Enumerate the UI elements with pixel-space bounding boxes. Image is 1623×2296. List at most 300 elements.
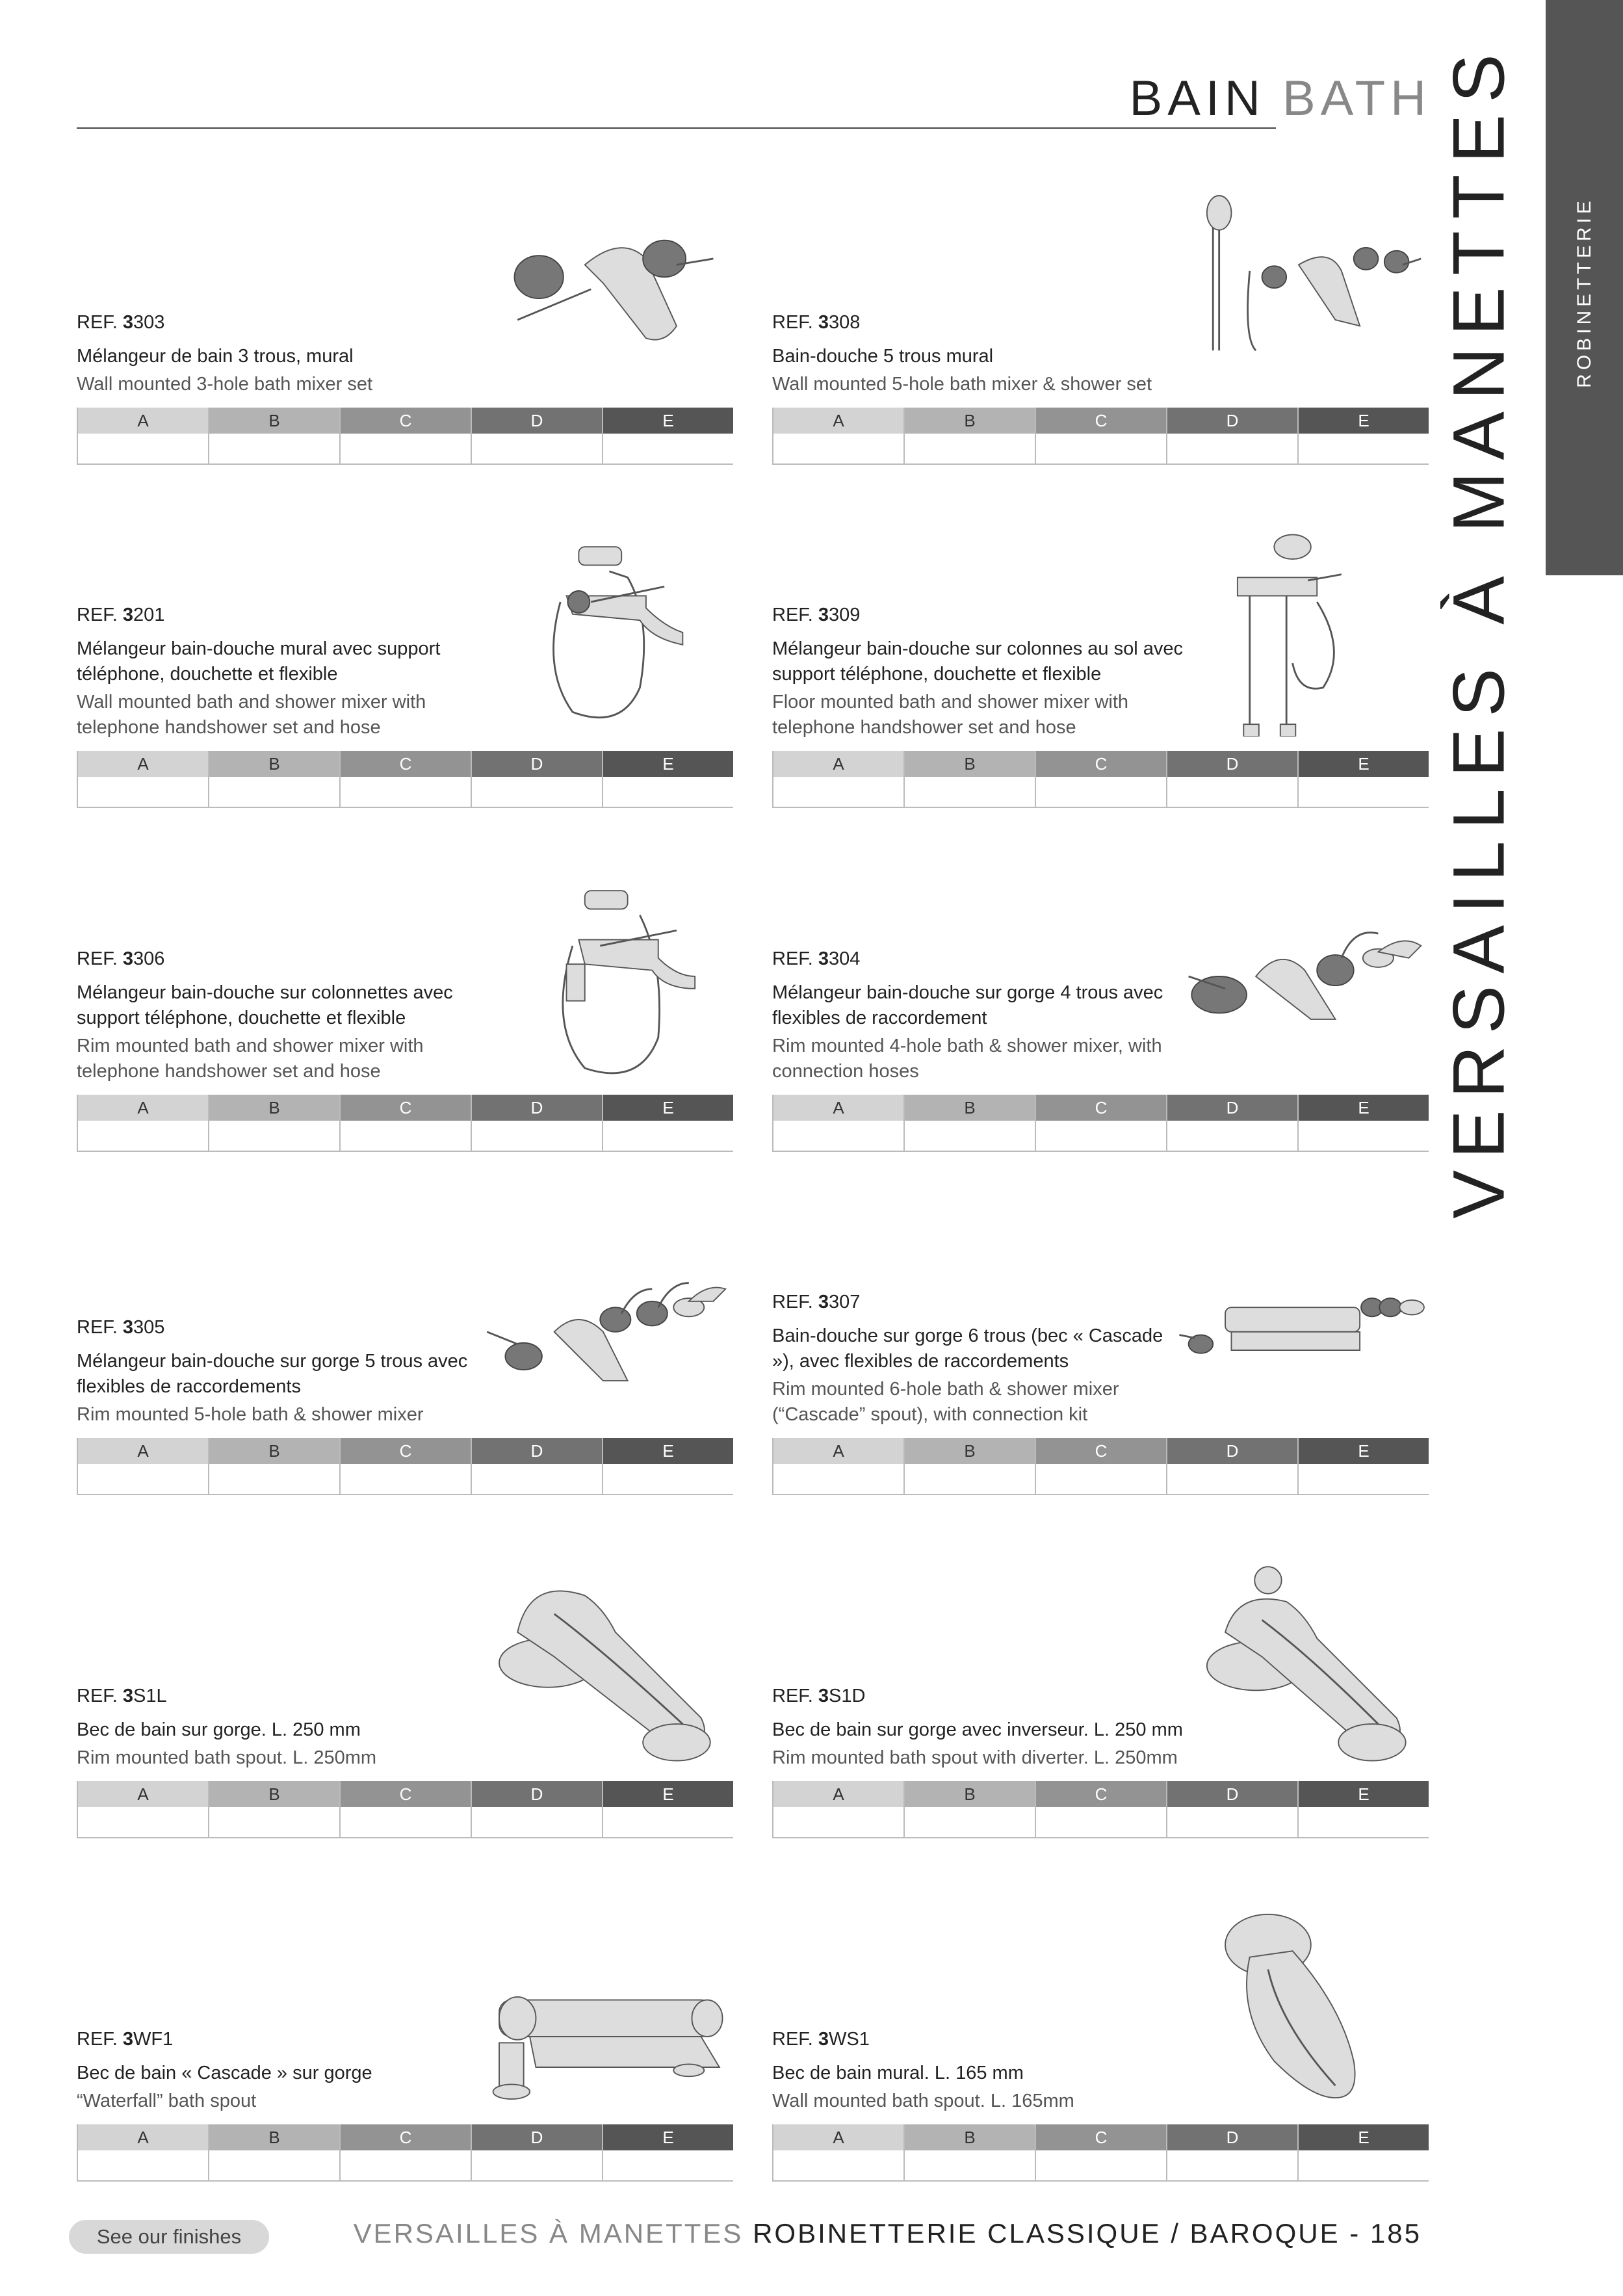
product-info [77,1317,493,1428]
finish-header: E [603,1781,733,1807]
finish-column [1167,2124,1299,2180]
finish-header: E [603,751,733,777]
finish-column [905,1438,1036,1494]
ref-prefix: REF. [77,1686,123,1706]
ref-suffix: 304 [829,948,861,969]
finish-column [773,2124,905,2180]
finish-cell[interactable] [773,434,903,463]
finish-cell[interactable] [1299,1464,1429,1494]
finish-header: B [905,2124,1035,2150]
finish-cell[interactable] [603,1464,733,1494]
product-info [77,948,493,1084]
finish-cell[interactable] [603,777,733,807]
finish-header: D [472,1095,602,1121]
ref-number: 3 [122,1317,134,1338]
finish-cell[interactable] [1036,1121,1166,1151]
product-info [772,605,1188,740]
finish-cell[interactable] [773,2150,903,2180]
finish-column [773,408,905,463]
finish-header: A [78,408,208,434]
finish-header: A [773,1438,903,1464]
product-ref [77,1686,493,1707]
ref-prefix: REF. [772,312,818,333]
finish-column [773,1095,905,1151]
finish-cell[interactable] [472,434,602,463]
finish-column [1036,751,1167,807]
product-card [77,528,733,808]
description-fr: Mélangeur bain-douche sur gorge 4 trous avec flexibles de raccordement [772,982,1163,1028]
finish-header: E [603,1438,733,1464]
finish-column [78,1095,209,1151]
description-en: Wall mounted 3-hole bath mixer set [77,374,373,395]
ref-suffix: S1L [133,1686,167,1706]
finish-header: B [209,1781,339,1807]
finish-cell[interactable] [905,2150,1035,2180]
finish-column [341,1438,472,1494]
product-illustration [1169,872,1429,1080]
product-ref [77,1317,493,1338]
finish-cell[interactable] [905,434,1035,463]
description-en: Rim mounted 5-hole bath & shower mixer [77,1404,424,1425]
ref-number: 3 [122,605,134,625]
finish-header: B [209,1438,339,1464]
finish-column [1036,2124,1167,2180]
finish-table [77,1095,733,1152]
finish-cell[interactable] [78,434,208,463]
finish-cell[interactable] [472,1464,602,1494]
description-fr: Mélangeur bain-douche sur gorge 5 trous avec flexibles de raccordements [77,1351,468,1397]
finish-column [603,751,733,807]
description-en: Wall mounted 5-hole bath mixer & shower set [772,374,1152,395]
finish-header: A [78,1781,208,1807]
product-illustration [1169,528,1429,737]
product-card [77,1559,733,1838]
finish-header: C [341,1095,471,1121]
ref-prefix: REF. [772,948,818,969]
ref-number: 3 [122,312,134,333]
finish-header: C [341,408,471,434]
description-en: Rim mounted 4-hole bath & shower mixer, with connection hoses [772,1036,1162,1082]
finish-header: E [1299,1438,1429,1464]
ref-number: 3 [122,1686,134,1706]
ref-number: 3 [122,2029,134,2050]
finish-column [1299,1095,1429,1151]
product-illustration [1169,1902,1429,2110]
finish-column [209,1781,341,1837]
finish-cell[interactable] [78,777,208,807]
product-card [772,872,1429,1152]
finish-table [77,2124,733,2182]
finish-column [78,408,209,463]
product-info [77,605,493,740]
footer-collection-line [354,2218,1422,2249]
finish-cell[interactable] [209,1121,339,1151]
product-card [77,1216,733,1495]
finish-cell[interactable] [341,434,471,463]
finish-header: D [1167,408,1297,434]
ref-prefix: REF. [772,2029,818,2050]
finish-header: D [472,1438,602,1464]
finish-cell[interactable] [472,777,602,807]
finish-header: A [773,1095,903,1121]
finish-column [78,751,209,807]
finish-header: B [209,408,339,434]
finish-column [209,1438,341,1494]
finish-table [77,751,733,808]
side-tab-label: ROBINETTERIE [1573,197,1595,388]
description-en: Rim mounted bath and shower mixer with telephone handshower set and hose [77,1036,424,1082]
title-en: BATH [1282,71,1431,126]
finish-cell[interactable] [1036,777,1166,807]
product-illustration [1169,1559,1429,1767]
finish-cell[interactable] [78,1121,208,1151]
product-illustration [473,185,733,393]
description-fr: Bec de bain « Cascade » sur gorge [77,2063,372,2083]
finish-header: A [78,2124,208,2150]
finish-header: B [905,1438,1035,1464]
finish-column [1299,1781,1429,1837]
finish-column [603,1781,733,1837]
product-info [77,312,493,397]
ref-suffix: 308 [829,312,861,333]
finish-cell[interactable] [1167,1464,1297,1494]
finish-column [905,1095,1036,1151]
ref-number: 3 [818,2029,829,2050]
product-info [772,1686,1188,1771]
finish-cell[interactable] [1036,1807,1166,1837]
finish-header: D [472,408,602,434]
product-card [772,1559,1429,1838]
ref-number: 3 [818,312,829,333]
finish-column [603,2124,733,2180]
finish-table [772,1781,1429,1838]
description-en: “Waterfall” bath spout [77,2091,257,2111]
finish-header: B [209,2124,339,2150]
finish-table [772,2124,1429,2182]
collection-vertical-title: VERSAILLES À MANETTES [1438,42,1520,1219]
description-fr: Bec de bain mural. L. 165 mm [772,2063,1024,2083]
product-illustration [473,1902,733,2110]
finish-header: D [1167,2124,1297,2150]
description-fr: Bain-douche 5 trous mural [772,346,994,367]
finish-cell[interactable] [603,2150,733,2180]
ref-prefix: REF. [77,1317,123,1338]
product-ref [77,312,493,333]
finish-cell[interactable] [1167,2150,1297,2180]
finish-header: C [341,1438,471,1464]
description-en: Rim mounted bath spout. L. 250mm [77,1747,377,1768]
finish-cell[interactable] [905,1464,1035,1494]
finish-column [1167,1438,1299,1494]
finish-header: A [773,1781,903,1807]
finish-header: E [1299,408,1429,434]
finish-table [772,1438,1429,1495]
ref-number: 3 [818,1686,829,1706]
finish-column [1167,751,1299,807]
ref-prefix: REF. [772,605,818,625]
product-illustration [473,872,733,1080]
page-number: 185 [1370,2218,1422,2249]
description-fr: Bec de bain sur gorge avec inverseur. L. 250 mm [772,1719,1183,1740]
finish-cell[interactable] [472,2150,602,2180]
product-card [772,185,1429,465]
finish-cell[interactable] [603,1121,733,1151]
ref-suffix: S1D [829,1686,866,1706]
finish-column [1036,1781,1167,1837]
finish-column [472,1095,603,1151]
finish-table [772,408,1429,465]
finish-column [472,751,603,807]
ref-suffix: 306 [133,948,165,969]
product-illustration [473,1216,733,1424]
finish-column [1036,408,1167,463]
finish-column [209,408,341,463]
finish-header: C [1036,1781,1166,1807]
description-fr: Mélangeur bain-douche sur colonnes au sol avec support téléphone, douchette et flexible [772,638,1183,685]
finish-cell[interactable] [773,1121,903,1151]
finish-cell[interactable] [209,1464,339,1494]
finish-column [905,1781,1036,1837]
finish-column [1299,2124,1429,2180]
footer-separator: - [1340,2218,1370,2249]
finish-table [772,751,1429,808]
finish-column [472,408,603,463]
finish-column [209,2124,341,2180]
finish-header: A [773,751,903,777]
product-card [77,1902,733,2182]
finish-column [1299,1438,1429,1494]
finish-cell[interactable] [209,2150,339,2180]
ref-suffix: 303 [133,312,165,333]
product-info [772,948,1188,1084]
page-title [1130,70,1431,127]
ref-suffix: WS1 [829,2029,870,2050]
finish-column [603,408,733,463]
description-fr: Bec de bain sur gorge. L. 250 mm [77,1719,361,1740]
finish-cell[interactable] [472,1121,602,1151]
finish-cell[interactable] [1167,777,1297,807]
finish-column [773,1781,905,1837]
product-card [772,1902,1429,2182]
product-info [772,1292,1188,1428]
finish-header: E [1299,1781,1429,1807]
product-info [772,312,1188,397]
product-card [772,528,1429,808]
finish-column [209,751,341,807]
finish-column [472,1438,603,1494]
finish-cell[interactable] [1036,1464,1166,1494]
finish-header: A [78,751,208,777]
ref-prefix: REF. [772,1686,818,1706]
finish-column [773,1438,905,1494]
description-en: Floor mounted bath and shower mixer with telephone handshower set and hose [772,692,1129,738]
finish-column [78,1781,209,1837]
finish-cell[interactable] [78,2150,208,2180]
finish-cell[interactable] [472,1807,602,1837]
finish-column [341,408,472,463]
finish-cell[interactable] [773,1464,903,1494]
finish-column [341,1781,472,1837]
finish-header: A [78,1095,208,1121]
description-en: Rim mounted 6-hole bath & shower mixer (“Cascade” spout), with connection kit [772,1379,1119,1425]
ref-number: 3 [818,948,829,969]
finish-cell[interactable] [1036,2150,1166,2180]
finish-header: B [905,1095,1035,1121]
finish-cell[interactable] [209,1807,339,1837]
finish-cell[interactable] [1036,434,1166,463]
finish-column [1036,1095,1167,1151]
finish-header: B [209,751,339,777]
finish-column [78,1438,209,1494]
finish-cell[interactable] [1299,434,1429,463]
ref-suffix: WF1 [133,2029,174,2050]
finish-cell[interactable] [1299,1121,1429,1151]
finish-header: B [905,408,1035,434]
product-ref [77,2029,493,2050]
finish-column [1167,1095,1299,1151]
finish-header: A [78,1438,208,1464]
product-illustration [1169,185,1429,393]
finish-column [603,1438,733,1494]
finish-header: D [1167,1781,1297,1807]
finish-cell[interactable] [341,777,471,807]
finish-cell[interactable] [78,1464,208,1494]
finish-column [905,751,1036,807]
finish-cell[interactable] [905,777,1035,807]
finish-header: A [773,408,903,434]
finish-cell[interactable] [1167,434,1297,463]
finish-header: A [773,2124,903,2150]
finish-cell[interactable] [341,1807,471,1837]
finish-header: E [1299,1095,1429,1121]
finish-cell[interactable] [1167,1807,1297,1837]
finish-header: C [341,1781,471,1807]
finish-header: C [341,751,471,777]
description-fr: Mélangeur bain-douche mural avec support téléphone, douchette et flexible [77,638,441,685]
description-en: Wall mounted bath and shower mixer with telephone handshower set and hose [77,692,426,738]
finish-column [472,1781,603,1837]
finish-header: E [603,2124,733,2150]
finish-cell[interactable] [773,777,903,807]
ref-suffix: 307 [829,1292,861,1312]
ref-suffix: 309 [829,605,861,625]
footer-category: ROBINETTERIE CLASSIQUE / BAROQUE [753,2218,1340,2249]
finish-column [341,751,472,807]
finish-header: E [1299,751,1429,777]
finish-cell[interactable] [1167,1121,1297,1151]
finish-column [78,2124,209,2180]
finish-column [603,1095,733,1151]
finish-column [905,2124,1036,2180]
product-card [772,1216,1429,1495]
finish-table [77,1438,733,1495]
product-ref [772,312,1188,333]
product-illustration [473,528,733,737]
finish-header: E [603,1095,733,1121]
finish-header: B [209,1095,339,1121]
finish-cell[interactable] [1299,1807,1429,1837]
finish-cell[interactable] [905,1121,1035,1151]
product-ref [772,1292,1188,1313]
ref-prefix: REF. [77,605,123,625]
product-card [77,872,733,1152]
product-info [77,2029,493,2114]
ref-suffix: 201 [133,605,165,625]
finish-header: E [603,408,733,434]
finish-cell[interactable] [209,434,339,463]
finish-column [773,751,905,807]
finish-cell[interactable] [603,434,733,463]
ref-prefix: REF. [772,1292,818,1312]
finish-header: D [472,1781,602,1807]
finish-column [472,2124,603,2180]
description-fr: Bain-douche sur gorge 6 trous (bec « Cascade »), avec flexibles de raccordements [772,1325,1163,1372]
ref-prefix: REF. [77,2029,123,2050]
finish-header: B [905,751,1035,777]
finish-cell[interactable] [78,1807,208,1837]
finish-cell[interactable] [603,1807,733,1837]
ref-number: 3 [818,1292,829,1312]
finish-header: B [905,1781,1035,1807]
product-ref [772,2029,1188,2050]
description-fr: Mélangeur de bain 3 trous, mural [77,346,354,367]
finish-header: D [1167,1095,1297,1121]
finish-header: C [1036,2124,1166,2150]
finish-cell[interactable] [773,1807,903,1837]
finish-cell[interactable] [341,1464,471,1494]
finish-table [772,1095,1429,1152]
finish-table [77,1781,733,1838]
finish-cell[interactable] [1299,2150,1429,2180]
product-illustration [1169,1216,1429,1424]
see-finishes-button[interactable]: See our finishes [69,2220,269,2254]
finish-header: C [1036,1095,1166,1121]
finish-header: E [1299,2124,1429,2150]
ref-prefix: REF. [77,948,123,969]
finish-column [1036,1438,1167,1494]
finish-cell[interactable] [905,1807,1035,1837]
product-ref [77,948,493,970]
finish-column [1167,408,1299,463]
description-fr: Mélangeur bain-douche sur colonnettes avec support téléphone, douchette et flexible [77,982,453,1028]
finish-header: D [472,751,602,777]
finish-cell[interactable] [341,2150,471,2180]
finish-column [1299,751,1429,807]
product-card [77,185,733,465]
footer-collection: VERSAILLES À MANETTES [353,2218,744,2249]
ref-prefix: REF. [77,312,123,333]
product-ref [772,1686,1188,1707]
product-illustration [473,1559,733,1767]
product-ref [772,948,1188,970]
finish-cell[interactable] [209,777,339,807]
finish-cell[interactable] [1299,777,1429,807]
finish-header: C [1036,1438,1166,1464]
finish-column [1167,1781,1299,1837]
finish-header: D [472,2124,602,2150]
finish-column [209,1095,341,1151]
product-info [772,2029,1188,2114]
description-en: Wall mounted bath spout. L. 165mm [772,2091,1074,2111]
finish-column [905,408,1036,463]
finish-header: C [1036,751,1166,777]
finish-column [341,1095,472,1151]
title-fr: BAIN [1129,71,1266,126]
ref-number: 3 [122,948,134,969]
finish-cell[interactable] [341,1121,471,1151]
finish-column [1299,408,1429,463]
product-info [77,1686,493,1771]
